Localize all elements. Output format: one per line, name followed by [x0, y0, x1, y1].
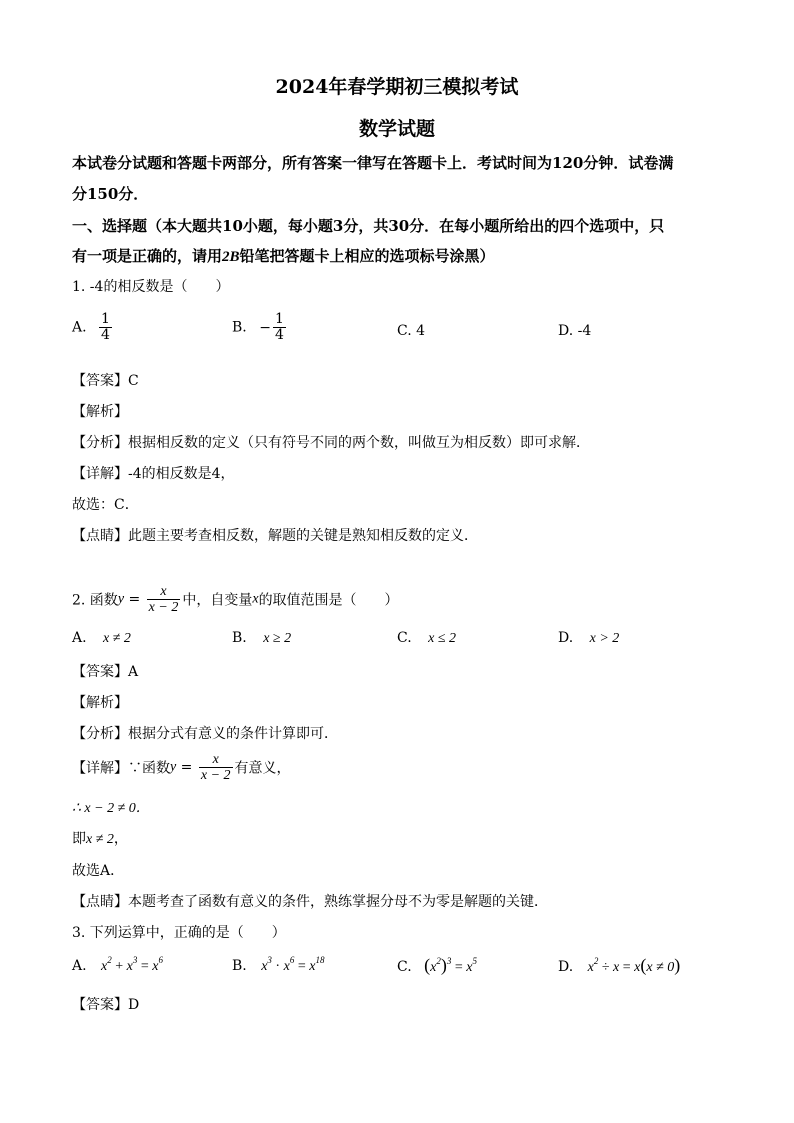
q3-a-expr — [101, 955, 163, 974]
exponent: 2 — [436, 956, 441, 966]
q2-eq: = — [124, 591, 145, 608]
var-x: x — [430, 960, 437, 975]
q2-comment-text: 本题考查了函数有意义的条件，熟练掌握分母不为零是解题的关键． — [128, 894, 548, 910]
q3-c-label: C. — [397, 959, 412, 975]
left-paren: ( — [640, 955, 647, 975]
q1-detail-text: -4的相反数是4， — [128, 466, 235, 482]
q3-d-label: D. — [558, 959, 574, 975]
q2-detail-a: ∵函数 — [128, 760, 170, 777]
q2-stem-b: 中，自变量 — [182, 592, 253, 609]
var-x: x — [101, 959, 108, 974]
exponent: 3 — [267, 955, 272, 965]
q2-step-2-c: ， — [113, 831, 128, 847]
q2-option-b — [232, 630, 291, 647]
q1-comment-text: 此题主要考查相反数，解题的关键是熟知相反数的定义． — [128, 528, 478, 544]
q3-answer-value: D — [128, 997, 140, 1013]
right-paren: ) — [440, 955, 447, 975]
q3-option-c — [397, 955, 477, 976]
q3-answer — [72, 994, 139, 1014]
exponent: 3 — [446, 956, 452, 966]
q1-b-fraction — [273, 312, 286, 343]
q2-detail — [72, 752, 291, 783]
analysis-tag: 【分析】 — [72, 726, 128, 742]
detail-tag: 【详解】 — [72, 466, 128, 482]
exponent: 6 — [289, 955, 295, 965]
q2-stem-a: 2. 函数 — [72, 592, 118, 609]
q2-answer-value: A — [128, 664, 139, 680]
q1-answer — [72, 370, 139, 390]
equals: = — [451, 960, 467, 975]
section-heading-line-1: 一、选择题（本大题共10小题，每小题3分，共30分．在每小题所给出的四个选项中，只 — [72, 217, 665, 235]
q3-c-expr — [424, 955, 477, 975]
q3-d-expr — [587, 955, 681, 975]
q2-analysis — [72, 723, 338, 743]
q2-stem — [72, 584, 399, 615]
detail-tag: 【详解】 — [72, 760, 128, 777]
intro-line-2: 分150分． — [72, 185, 149, 203]
q2-step-2-b: x ≠ 2 — [86, 832, 114, 847]
q2-detail-b: 有意义， — [234, 760, 291, 777]
q1-a-denominator: 4 — [101, 327, 110, 343]
exponent: 18 — [315, 955, 325, 965]
condition: x ≠ 0 — [646, 960, 675, 975]
q1-analysis-text: 根据相反数的定义（只有符号不同的两个数，叫做互为相反数）即可求解． — [128, 435, 590, 451]
q2-var-x: x — [252, 591, 259, 607]
q2-a-expr: x ≠ 2 — [103, 631, 131, 646]
q3-stem: 3. 下列运算中，正确的是（ ） — [72, 925, 286, 941]
q2-step-1: ∴ x − 2 ≠ 0． — [72, 801, 150, 816]
q2-detail-denominator: x − 2 — [200, 768, 231, 783]
q3-option-a — [72, 955, 163, 975]
q2-option-a — [72, 630, 131, 647]
q1-b-numerator: 1 — [274, 311, 284, 327]
operator: + — [111, 959, 127, 974]
intro-line-1: 本试卷分试题和答题卡两部分，所有答案一律写在答题卡上．考试时间为120分钟．试卷满 — [72, 154, 674, 172]
answer-tag: 【答案】 — [72, 664, 128, 680]
analysis-tag: 【分析】 — [72, 435, 128, 451]
section-text-a: 有一项是正确的，请用 — [72, 247, 223, 265]
q2-choose: 故选A． — [72, 863, 125, 879]
q3-option-d — [558, 955, 680, 976]
q1-detail — [72, 463, 235, 483]
q2-d-label: D. — [558, 630, 574, 646]
section-heading-line-2 — [72, 245, 495, 266]
q2-b-expr: x ≥ 2 — [263, 631, 292, 646]
q2-detail-y: y — [170, 759, 177, 775]
q1-comment — [72, 525, 478, 545]
q2-var-y: y — [117, 591, 125, 607]
q2-detail-eq: = — [176, 759, 197, 776]
exam-subtitle: 数学试题 — [358, 118, 435, 140]
q1-jiexi: 【解析】 — [72, 404, 128, 420]
q2-stem-fraction — [147, 584, 181, 615]
q2-step-2-a: 即 — [72, 831, 86, 847]
q1-answer-value: C — [128, 373, 139, 389]
q1-option-d: D. -4 — [558, 323, 592, 339]
q1-option-b — [232, 312, 288, 343]
q3-b-label: B. — [232, 958, 247, 974]
var-x: x — [283, 959, 290, 974]
var-x: x — [261, 959, 268, 974]
exponent: 2 — [593, 956, 599, 966]
q1-b-denominator: 4 — [274, 327, 284, 343]
answer-tag: 【答案】 — [72, 997, 128, 1013]
exam-title: 2024年春学期初三模拟考试 — [275, 76, 519, 98]
q1-analysis — [72, 432, 590, 452]
q1-a-numerator: 1 — [101, 311, 110, 327]
comment-tag: 【点睛】 — [72, 528, 128, 544]
q1-option-c: C. 4 — [397, 323, 426, 339]
q1-b-label: B. — [232, 319, 247, 336]
right-paren: ) — [674, 955, 681, 975]
q3-b-expr — [261, 955, 325, 974]
var-x: x — [466, 960, 473, 975]
q2-option-c — [397, 630, 456, 647]
var-x: x — [152, 959, 159, 974]
q2-stem-c: 的取值范围是（ ） — [258, 592, 399, 609]
q3-option-b — [232, 955, 325, 975]
q2-d-expr: x > 2 — [589, 631, 620, 646]
q1-a-label: A. — [72, 319, 87, 336]
exponent: 6 — [158, 955, 163, 965]
q1-option-a — [72, 312, 114, 343]
q1-choose: 故选：C． — [72, 497, 139, 513]
section-text-b: 铅笔把答题卡上相应的选项标号涂黑） — [239, 247, 495, 265]
q2-stem-numerator: x — [160, 584, 167, 599]
q2-step-2 — [72, 828, 128, 848]
q2-stem-denominator: x − 2 — [148, 600, 179, 615]
q2-c-label: C. — [397, 630, 412, 646]
left-paren: ( — [424, 955, 431, 975]
q3-a-label: A. — [72, 958, 87, 974]
q2-detail-fraction — [199, 752, 233, 783]
operator: ÷ — [598, 960, 614, 975]
var-x: x — [613, 960, 620, 975]
q1-a-fraction — [99, 312, 112, 343]
exponent: 2 — [107, 955, 112, 965]
q2-comment — [72, 891, 548, 911]
q2-option-d — [558, 630, 619, 647]
exponent: 5 — [472, 956, 477, 966]
pencil-grade: 2B — [222, 249, 240, 265]
q2-answer — [72, 661, 138, 681]
answer-tag: 【答案】 — [72, 373, 128, 389]
q1-b-sign: − — [259, 319, 271, 336]
var-x: x — [634, 960, 641, 975]
q2-detail-numerator: x — [212, 752, 219, 767]
var-x: x — [587, 960, 594, 975]
q2-jiexi: 【解析】 — [72, 695, 128, 711]
operator: · — [271, 959, 284, 974]
equals: = — [619, 960, 635, 975]
comment-tag: 【点睛】 — [72, 894, 128, 910]
q2-b-label: B. — [232, 630, 247, 646]
exponent: 3 — [132, 955, 138, 965]
q2-c-expr: x ≤ 2 — [428, 631, 457, 646]
var-x: x — [309, 959, 316, 974]
equals: = — [137, 959, 153, 974]
var-x: x — [126, 959, 133, 974]
q2-analysis-text: 根据分式有意义的条件计算即可． — [128, 726, 338, 742]
q1-stem: 1. -4的相反数是（ ） — [72, 279, 230, 295]
q2-a-label: A. — [72, 630, 87, 646]
equals: = — [294, 959, 310, 974]
